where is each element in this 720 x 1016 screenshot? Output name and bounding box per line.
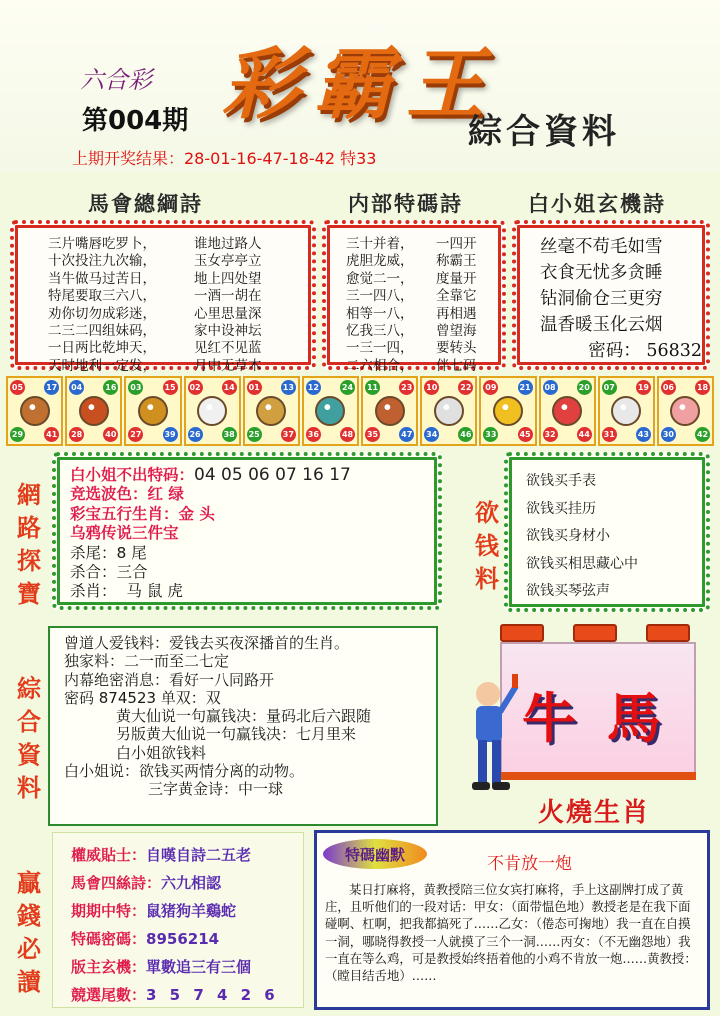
zodiac-number: 27: [128, 427, 143, 442]
zodiac-number: 04: [69, 380, 84, 395]
side-char: 欲: [475, 498, 499, 527]
row-value: 8956214: [146, 930, 220, 948]
zodiac-number: 23: [399, 380, 414, 395]
line-label: 白小姐不出特码：: [70, 466, 195, 484]
zodiac-number: 34: [424, 427, 439, 442]
row-label: 權威貼士：: [71, 846, 147, 864]
poem-line: 心里思量深: [194, 305, 262, 322]
wish-list: [526, 468, 706, 606]
zodiac-animal-icon: [256, 396, 286, 426]
zodiac-number: 17: [44, 380, 59, 395]
zodiac-animal-icon: [197, 396, 227, 426]
row-value: 單數追三有三個: [146, 958, 252, 976]
row-value: 六九相認: [161, 874, 222, 892]
zodiac-number: 01: [247, 380, 262, 395]
poem-line: 度量开: [436, 270, 477, 287]
network-line: [70, 524, 430, 543]
side-char: 讀: [17, 967, 41, 996]
zodiac-number: 12: [306, 380, 321, 395]
network-line: [70, 485, 430, 504]
zodiac-animal-icon: [20, 396, 50, 426]
lamp-icon: [646, 624, 690, 642]
line-label: 彩宝五行生肖：: [70, 504, 179, 523]
poem-line: 丝毫不苟毛如雪: [540, 237, 663, 257]
poem-line: 十次投注九次输，: [48, 253, 156, 270]
composite-line: 另版黄大仙说一句赢钱决：七月里来: [116, 725, 357, 744]
poem-line: 一三一四，: [346, 340, 414, 357]
composite-line: 曾道人爱钱料：爱钱去买夜深播首的生肖。: [64, 634, 350, 652]
poem-line: 愈觉二一，: [346, 270, 414, 287]
zodiac-number: 45: [518, 427, 533, 442]
zodiac-number: 43: [636, 427, 651, 442]
row-label: 版主玄機：: [71, 958, 147, 976]
zodiac-number: 44: [577, 427, 592, 442]
poem-line: 要转头: [436, 340, 477, 357]
zodiac-cell: [243, 376, 300, 446]
wish-box: [504, 452, 710, 612]
poem-line: 劝你切勿成彩迷，: [48, 305, 156, 322]
zodiac-animal-icon: [79, 396, 109, 426]
side-char: 錢: [17, 901, 41, 930]
zodiac-cell: [539, 376, 596, 446]
line-value: 红 绿: [147, 485, 184, 504]
poem3-title: 白小姐玄機詩: [528, 191, 666, 216]
row-value: 自嘆自詩二五老: [146, 846, 252, 864]
poem3-box: [512, 220, 710, 370]
row-value: 鼠猪狗羊鷄蛇: [146, 902, 237, 920]
poem-line: 天时地利一定发，: [48, 357, 156, 374]
composite-box: [48, 626, 438, 826]
mustread-row: [71, 981, 303, 1009]
poem2-col1: [346, 236, 430, 375]
zodiac-number: 11: [365, 380, 380, 395]
zodiac-number: 03: [128, 380, 143, 395]
zodiac-number: 14: [222, 380, 237, 395]
poem-line: 伴七码: [436, 357, 477, 374]
side-char: 路: [17, 513, 41, 542]
zodiac-number: 35: [365, 427, 380, 442]
side-char: 綜: [17, 674, 41, 703]
zodiac-animal-icon: [670, 396, 700, 426]
poem2-col2: [436, 236, 496, 375]
poem-line: 虎胆龙威，: [346, 253, 414, 270]
mustread-row: [71, 925, 303, 953]
zodiac-number: 42: [695, 427, 710, 442]
poem-line: 再相遇: [436, 305, 477, 322]
logo-title: 彩霸王: [222, 39, 499, 130]
humor-box: [314, 830, 710, 1010]
poem1-box: [10, 220, 316, 374]
composite-line: 黄大仙说一句赢钱决：量码北后六跟随: [116, 707, 372, 726]
zodiac-number: 18: [695, 380, 710, 395]
zodiac-number: 47: [399, 427, 414, 442]
logo-small: 六合彩: [80, 66, 152, 94]
network-side-label: [14, 478, 44, 610]
network-lines: [70, 466, 430, 602]
poem-line: 当牛做马过苦日，: [48, 270, 156, 287]
composite-line: 密码 874523 单双：双: [64, 688, 221, 707]
zodiac-number: 22: [458, 380, 473, 395]
zodiac-number: 40: [103, 427, 118, 442]
lamp-icon: [500, 624, 544, 642]
zodiac-strip: [6, 376, 714, 446]
billboard-lamps: [500, 624, 690, 642]
zodiac-cell: [6, 376, 63, 446]
zodiac-cell: [598, 376, 655, 446]
zodiac-animal-icon: [315, 396, 345, 426]
poem-line: 一日两比乾坤天，: [48, 340, 156, 357]
zodiac-cell: [65, 376, 122, 446]
composite-line: 独家料：二一而至二七定: [64, 652, 230, 671]
zodiac-number: 32: [543, 427, 558, 442]
zodiac-animal-icon: [493, 396, 523, 426]
zodiac-cell: [420, 376, 477, 446]
zodiac-number: 24: [340, 380, 355, 395]
line-value: 三合: [116, 563, 148, 582]
zodiac-number: 19: [636, 380, 651, 395]
zodiac-animal-icon: [552, 396, 582, 426]
zodiac-number: 25: [247, 427, 262, 442]
line-value: 8 尾: [116, 543, 147, 562]
line-label: 竞选波色：: [70, 485, 148, 504]
zodiac-number: 28: [69, 427, 84, 442]
zodiac-number: 46: [458, 427, 473, 442]
zodiac-number: 29: [10, 427, 25, 442]
composite-side-label: [14, 672, 44, 804]
line-value: 马 鼠 虎: [126, 582, 183, 601]
zodiac-cell: [479, 376, 536, 446]
humor-badge: 特碼幽默: [323, 839, 427, 869]
mustread-rows: [71, 841, 303, 1009]
zodiac-number: 48: [340, 427, 355, 442]
poem-line: 谁地过路人: [194, 236, 262, 252]
poem-line: 三片嘴唇吃罗卜，: [48, 236, 156, 252]
network-line: [70, 582, 430, 601]
poem-line: 忆我三八，: [346, 323, 414, 340]
side-char: 料: [17, 773, 41, 802]
zodiac-animal-icon: [375, 396, 405, 426]
painting-text: 牛 馬: [522, 686, 667, 750]
composite-line: 白小姐说：欲钱买两情分离的动物。: [64, 762, 305, 781]
zodiac-cell: [657, 376, 714, 446]
zodiac-cell: [302, 376, 359, 446]
mustread-box: [52, 832, 304, 1008]
poem-line: 温香暖玉化云烟: [540, 315, 663, 335]
last-result: 上期开奖结果：28-01-16-47-18-42 特33: [72, 149, 377, 168]
poem-line: 见红不见蓝: [194, 340, 262, 357]
poem-line: 衣食无忧多贪睡: [540, 263, 663, 283]
poem2-title: 内部特碼詩: [348, 191, 463, 216]
zodiac-cell: [124, 376, 181, 446]
zodiac-animal-icon: [611, 396, 641, 426]
composite-line: 白小姐欲钱料: [116, 743, 207, 762]
poem1-col2: [194, 236, 304, 375]
network-line: [70, 563, 430, 582]
mustread-row: [71, 897, 303, 925]
poem-line: 一四开: [436, 236, 477, 252]
side-char: 合: [17, 707, 41, 736]
poem-line: 一酒一胡在: [194, 288, 262, 305]
side-char: 贏: [17, 868, 41, 897]
billboard-base: [500, 772, 696, 780]
poem-line: 二六相合，: [346, 357, 414, 374]
poem-line: 地上四处望: [194, 270, 262, 287]
poem-line: 全靠它: [436, 288, 477, 305]
line-label: 乌鸦传说三件宝: [70, 524, 179, 543]
zodiac-number: 37: [281, 427, 296, 442]
side-char: 資: [17, 740, 41, 769]
zodiac-number: 21: [518, 380, 533, 395]
zodiac-number: 38: [222, 427, 237, 442]
wish-item: 欲钱买琴弦声: [526, 583, 610, 599]
poem-line: 玉女亭亭立: [194, 253, 262, 270]
zodiac-animal-icon: [434, 396, 464, 426]
line-label: 杀肖：: [70, 582, 117, 601]
wish-side-label: [472, 496, 502, 595]
line-label: 杀尾：: [70, 543, 117, 562]
mustread-row: [71, 841, 303, 869]
humor-body: 某日打麻将，黄教授陪三位女宾打麻将，手上这副牌打成了黄庄，且听他们的一段对话：甲女：（面带愠色地）教授老是在我下面碰啊、杠啊，把我都搞死了……乙女：（倦态可掬地）我一直在自摸一洞，哪晓得教授一人就摸了三个一洞……丙女：（不无幽怨地）我一直在等么鸡，可是教授始终捂着他的小鸡不肯放一炮……黄教授：（瞠目结舌地）……: [325, 882, 697, 984]
zodiac-number: 05: [10, 380, 25, 395]
zodiac-number: 26: [188, 427, 203, 442]
poem-line: 相等一八，: [346, 305, 414, 322]
poem-line: 家中设神坛: [194, 323, 262, 340]
zodiac-number: 10: [424, 380, 439, 395]
poem-line: 月中无草木: [194, 357, 262, 374]
network-box: [52, 452, 442, 610]
row-value: 3 5 7 4 2 6: [146, 986, 279, 1004]
mustread-side-label: [14, 866, 44, 998]
zodiac-number: 07: [602, 380, 617, 395]
mustread-row: [71, 953, 303, 981]
zodiac-number: 30: [661, 427, 676, 442]
zodiac-number: 39: [163, 427, 178, 442]
row-label: 特碼密碼：: [71, 930, 147, 948]
network-line: [70, 466, 430, 485]
side-char: 探: [17, 546, 41, 575]
zodiac-number: 08: [543, 380, 558, 395]
side-char: 料: [475, 564, 499, 593]
wish-item: 欲钱买相思藏心中: [526, 555, 638, 572]
lamp-icon: [573, 624, 617, 642]
painter-icon: [452, 672, 522, 802]
poem-line: 三一四八，: [346, 288, 414, 305]
zodiac-number: 36: [306, 427, 321, 442]
zodiac-number: 13: [281, 380, 296, 395]
zodiac-number: 31: [602, 427, 617, 442]
poem3-text: [540, 234, 706, 364]
wish-item: 欲钱买身材小: [526, 528, 610, 544]
line-label: 杀合：: [70, 563, 117, 582]
zodiac-animal-icon: [138, 396, 168, 426]
zodiac-number: 33: [483, 427, 498, 442]
row-label: 競選尾數：: [71, 986, 147, 1004]
zodiac-number: 02: [188, 380, 203, 395]
poem-line: 曾望海: [436, 323, 477, 340]
composite-lines: [64, 634, 436, 799]
zodiac-number: 20: [577, 380, 592, 395]
composite-line: 内幕绝密消息：看好一八同路开: [64, 670, 275, 689]
composite-line: 三字黄金诗：中一球: [148, 780, 284, 799]
side-char: 寶: [17, 579, 41, 608]
humor-title: 不肯放一炮: [487, 854, 572, 874]
line-value: 金 头: [178, 504, 215, 523]
poem2-box: [322, 220, 506, 374]
network-line: [70, 544, 430, 563]
side-char: 網: [17, 480, 41, 509]
zodiac-number: 16: [103, 380, 118, 395]
zodiac-cell: [361, 376, 418, 446]
side-char: 钱: [475, 531, 499, 560]
poem-line: 特尾要取三六八，: [48, 288, 156, 305]
poem-line: 二三二四组妹码，: [48, 323, 156, 340]
painting-caption: 火燒生肖: [538, 798, 651, 828]
zodiac-cell: [184, 376, 241, 446]
line-value: 04 05 06 07 16 17: [194, 465, 351, 485]
poem-line: 三十并着，: [346, 236, 414, 252]
poem3-code: 密码： 56832: [588, 341, 702, 361]
poem1-title: 馬會總綱詩: [88, 191, 203, 216]
zodiac-number: 09: [483, 380, 498, 395]
network-line: [70, 505, 430, 524]
mustread-row: [71, 869, 303, 897]
subtitle: 綜合資料: [468, 112, 620, 152]
zodiac-number: 15: [163, 380, 178, 395]
wish-item: 欲钱买挂历: [526, 500, 596, 517]
issue-number: 第004期: [82, 106, 189, 136]
poem1-col1: [48, 236, 178, 375]
zodiac-number: 06: [661, 380, 676, 395]
row-label: 馬會四絲詩：: [71, 874, 162, 892]
row-label: 期期中特：: [71, 902, 147, 920]
poem-line: 称霸王: [436, 253, 477, 270]
poem-line: 钻洞偷仓三更穷: [540, 289, 663, 309]
zodiac-number: 41: [44, 427, 59, 442]
side-char: 必: [17, 934, 41, 963]
wish-item: 欲钱买手表: [526, 473, 596, 489]
